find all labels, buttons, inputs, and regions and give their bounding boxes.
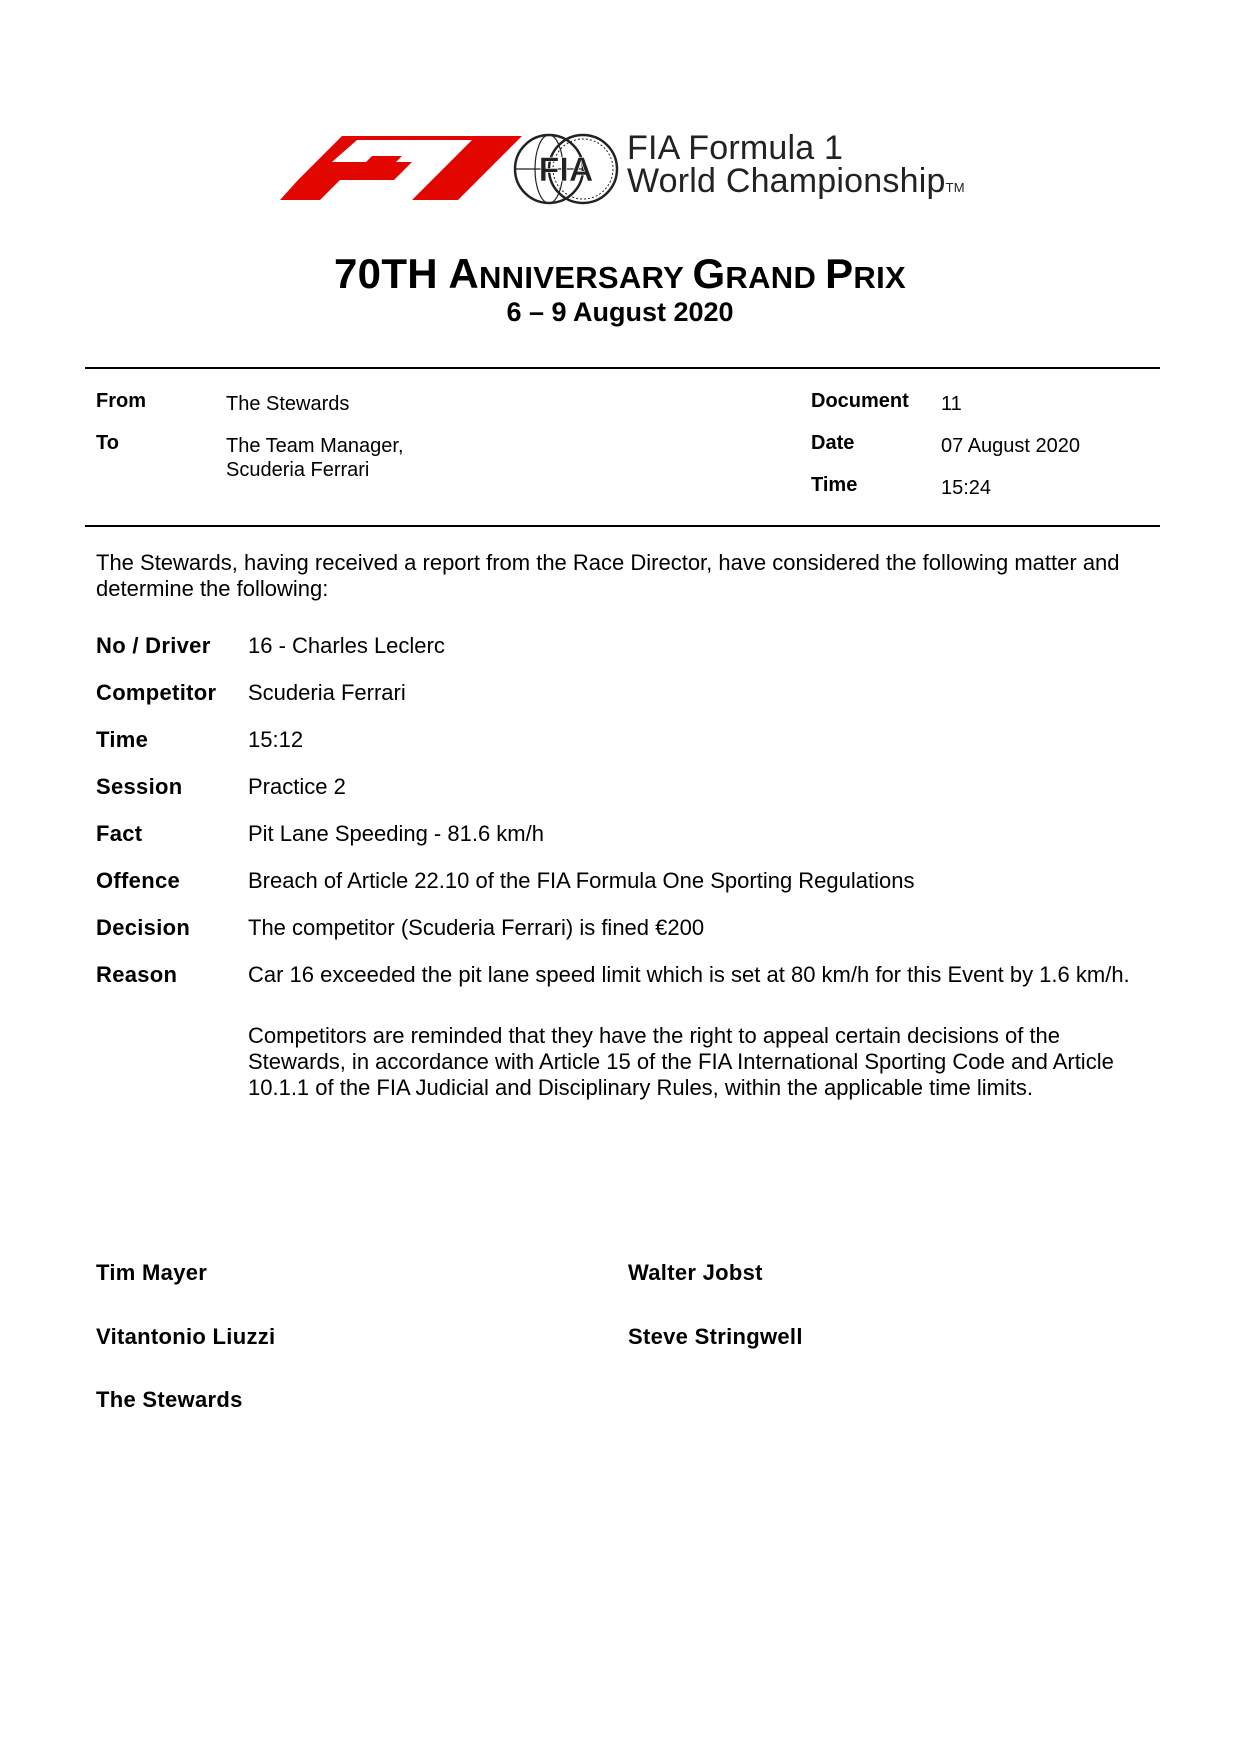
to-value <box>226 434 404 482</box>
reason-value: Car 16 exceeded the pit lane speed limit which is set at 80 km/h for this Event by 1.6 km/h. <box>248 962 1130 987</box>
fia-f1-logo <box>262 128 1022 210</box>
from-label: From <box>96 390 146 412</box>
event-title <box>0 250 1240 298</box>
logo-line-1: FIA Formula 1 <box>627 129 844 167</box>
title-part: A <box>448 250 479 297</box>
header-divider-bottom <box>85 525 1160 527</box>
driver-label: No / Driver <box>96 633 211 658</box>
signature-closing: The Stewards <box>96 1387 243 1412</box>
steward-name: Steve Stringwell <box>628 1324 803 1349</box>
document-label: Document <box>811 390 909 412</box>
fact-label: Fact <box>96 821 143 846</box>
logo-line-2 <box>627 162 965 204</box>
event-dates: 6 – 9 August 2020 <box>506 297 734 327</box>
fact-value: Pit Lane Speeding - 81.6 km/h <box>248 821 544 846</box>
session-value: Practice 2 <box>248 774 346 799</box>
title-part: 70TH <box>334 250 449 297</box>
offence-value: Breach of Article 22.10 of the FIA Formula One Sporting Regulations <box>248 868 915 893</box>
decision-value: The competitor (Scuderia Ferrari) is fined €200 <box>248 915 705 940</box>
logo-wordmark <box>627 129 965 204</box>
title-part: G <box>692 250 726 297</box>
f1-logo-icon <box>262 136 522 200</box>
date-value: 07 August 2020 <box>941 435 1081 457</box>
fia-seal-icon <box>512 132 620 206</box>
header-divider-top <box>85 367 1160 369</box>
title-part: RAND <box>725 260 826 295</box>
logo-line-2-text: World Championship <box>627 162 946 200</box>
driver-value: 16 - Charles Leclerc <box>248 633 445 658</box>
fia-seal-text: FIA <box>538 151 594 189</box>
competitor-value: Scuderia Ferrari <box>248 680 406 705</box>
title-part: P <box>825 250 854 297</box>
incident-time-label: Time <box>96 727 149 752</box>
to-value-line-1: The Team Manager, <box>226 435 404 457</box>
document-value: 11 <box>941 393 962 415</box>
issued-time-value: 15:24 <box>941 477 992 499</box>
intro-paragraph: The Stewards, having received a report from the Race Director, have considered the following matter and determine the following: <box>96 550 1120 601</box>
date-label: Date <box>811 432 855 454</box>
to-label: To <box>96 432 119 454</box>
competitor-label: Competitor <box>96 680 217 705</box>
offence-label: Offence <box>96 868 181 893</box>
reason-label: Reason <box>96 962 178 987</box>
trademark-mark: TM <box>945 180 965 195</box>
incident-time-value: 15:12 <box>248 727 304 752</box>
decision-label: Decision <box>96 915 191 940</box>
issued-time-label: Time <box>811 474 858 496</box>
steward-name: Vitantonio Liuzzi <box>96 1324 276 1349</box>
from-value: The Stewards <box>226 393 350 415</box>
title-part: NNIVERSARY <box>478 260 693 295</box>
appeal-note: Competitors are reminded that they have the right to appeal certain decisions of the Stewards, in accordance with Article 15 of the FIA International Sporting Code and Article 10.1.1 of the FIA Judicial and Disciplinary Rules, within the applicable time limits. <box>248 1023 1114 1100</box>
session-label: Session <box>96 774 183 799</box>
steward-name: Walter Jobst <box>628 1260 763 1285</box>
steward-name: Tim Mayer <box>96 1260 208 1285</box>
title-part: RIX <box>853 260 906 295</box>
to-value-line-2: Scuderia Ferrari <box>226 459 370 481</box>
